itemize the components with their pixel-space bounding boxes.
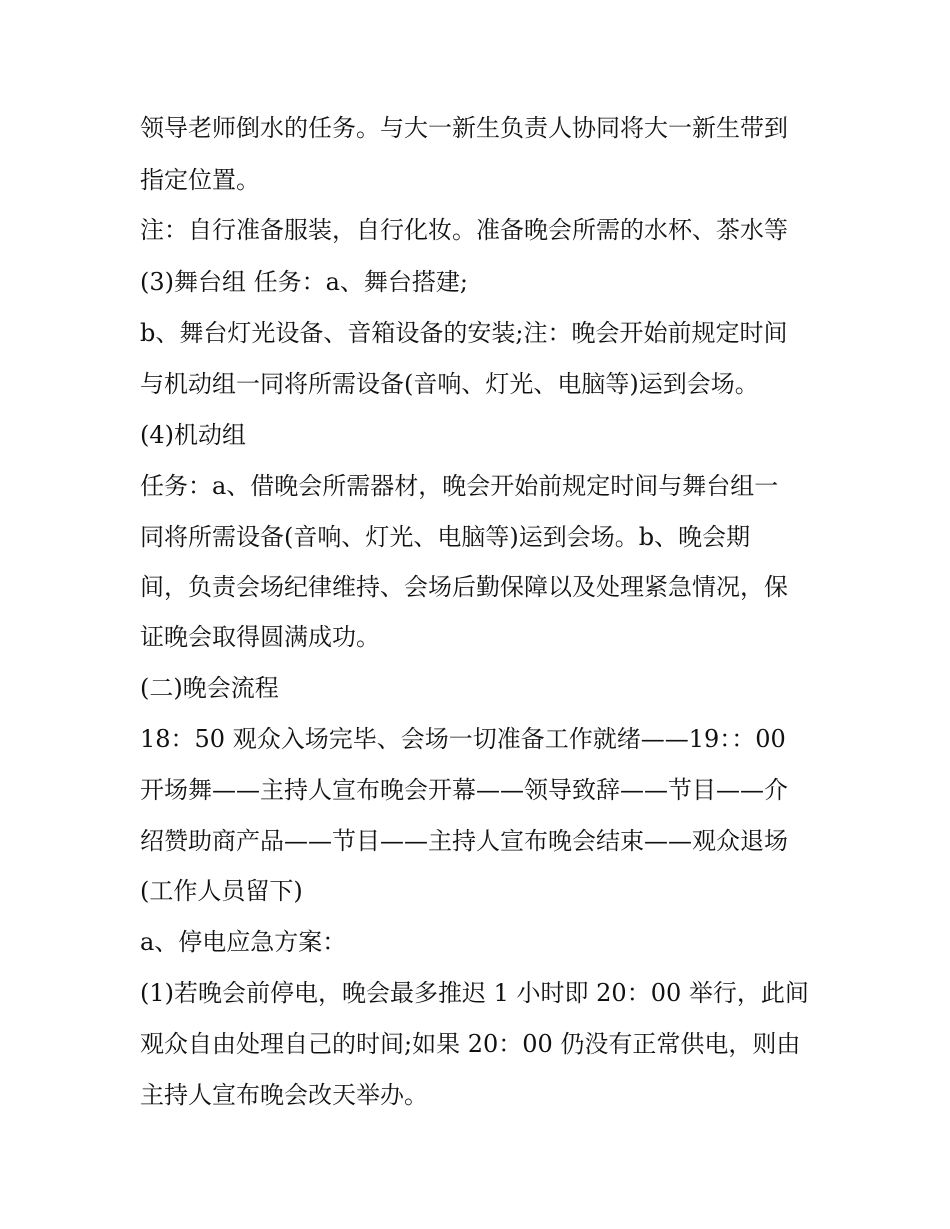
text-line: 任务：a、借晚会所需器材，晚会开始前规定时间与舞台组一 bbox=[140, 472, 779, 500]
text-line: 18：50 观众入场完毕、会场一切准备工作就绪——19：：00 bbox=[140, 725, 786, 753]
text-line: 证晚会取得圆满成功。 bbox=[140, 623, 380, 651]
text-line: 与机动组一同将所需设备(音响、灯光、电脑等)运到会场。 bbox=[140, 370, 759, 398]
text-line: (4)机动组 bbox=[140, 421, 246, 449]
text-line: 注：自行准备服装，自行化妆。准备晚会所需的水杯、茶水等 bbox=[140, 216, 788, 244]
text-line: (1)若晚会前停电，晚会最多推迟 1 小时即 20：00 举行，此间 bbox=[140, 979, 809, 1007]
text-line: (3)舞台组 任务：a、舞台搭建; bbox=[140, 268, 469, 296]
text-line: 主持人宣布晚会改天举办。 bbox=[140, 1081, 428, 1109]
text-line: 间，负责会场纪律维持、会场后勤保障以及处理紧急情况，保 bbox=[140, 573, 788, 601]
text-line: 同将所需设备(音响、灯光、电脑等)运到会场。b、晚会期 bbox=[140, 523, 751, 551]
text-line: 指定位置。 bbox=[140, 166, 260, 194]
text-line: 绍赞助商产品——节目——主持人宣布晚会结束——观众退场 bbox=[140, 827, 788, 855]
text-line: a、停电应急方案： bbox=[140, 928, 347, 956]
text-line: 观众自由处理自己的时间;如果 20：00 仍没有正常供电，则由 bbox=[140, 1030, 801, 1058]
section-heading: (二)晚会流程 bbox=[140, 674, 279, 702]
text-line: 领导老师倒水的任务。与大一新生负责人协同将大一新生带到 bbox=[140, 114, 788, 142]
text-line: (工作人员留下) bbox=[140, 877, 303, 905]
text-line: 开场舞——主持人宣布晚会开幕——领导致辞——节目——介 bbox=[140, 776, 788, 804]
text-line: b、舞台灯光设备、音箱设备的安装;注：晚会开始前规定时间 bbox=[140, 319, 788, 347]
